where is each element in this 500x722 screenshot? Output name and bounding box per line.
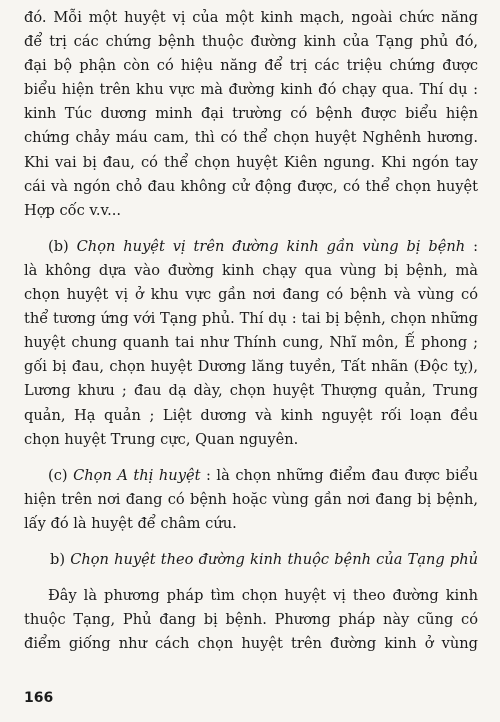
text-line: Hợp cốc v.v... — [24, 201, 121, 219]
text-line: thuộc Tạng, Phủ đang bị bệnh. Phương pháp này cũng có — [24, 611, 478, 629]
paragraph-5 — [24, 584, 478, 656]
text-line: để trị các chứng bệnh thuộc đường kinh của Tạng phủ đó, — [24, 33, 478, 51]
paragraph-1 — [24, 6, 478, 223]
text-line: cái và ngón chỏ đau không cử động được, có thể chọn huyệt — [24, 177, 478, 195]
section-heading-line — [24, 548, 478, 572]
heading-prefix: (c) — [48, 466, 74, 484]
text-line: Lương khưu ; đau dạ dày, chọn huyệt Thượng quản, Trung — [24, 382, 478, 400]
section-heading-b — [24, 548, 478, 572]
text-line: kinh Túc dương minh đại trường có bệnh được biểu hiện — [24, 105, 478, 123]
heading-title: Chọn huyệt theo đường kinh thuộc bệnh của Tạng phủ — [70, 550, 478, 568]
text-line: Đây là phương pháp tìm chọn huyệt vị theo đường kinh — [48, 587, 478, 605]
text-line: chọn huyệt vị ở khu vực gần nơi đang có bệnh và vùng có — [24, 286, 478, 304]
heading-tail: : — [465, 237, 478, 255]
heading-title: Chọn A thị huyệt — [73, 466, 201, 484]
text-line: chứng chảy máu cam, thì có thể chọn huyệt Nghênh hương. — [24, 129, 478, 147]
heading-prefix: (b) — [48, 237, 77, 255]
text-line: huyệt chung quanh tai như Thính cung, Nhĩ môn, Ế phong ; — [24, 334, 478, 352]
text-line: đó. Mỗi một huyệt vị của một kinh mạch, ngoài chức năng — [24, 9, 478, 26]
text-line: Khi vai bị đau, có thể chọn huyệt Kiên ngung. Khi ngón tay — [24, 153, 478, 171]
text-line: thể tương ứng với Tạng phủ. Thí dụ : tai bị bệnh, chọn những — [24, 310, 478, 328]
section-heading-line — [24, 235, 478, 259]
text-line: lấy đó là huyệt để châm cứu. — [24, 514, 237, 532]
heading-title: Chọn huyệt vị trên đường kinh gần vùng bị bệnh — [76, 237, 466, 255]
text-line: gối bị đau, chọn huyệt Dương lăng tuyền, Tất nhãn (Độc tỵ), — [24, 358, 478, 376]
heading-prefix: b) — [50, 550, 71, 568]
paragraph-b-nearby-points — [24, 235, 478, 452]
text-line: điểm giống như cách chọn huyệt trên đường kinh ở vùng — [24, 635, 478, 653]
text-line: hiện trên nơi đang có bệnh hoặc vùng gần nơi đang bị bệnh, — [24, 490, 478, 508]
text-line: biểu hiện trên khu vực mà đường kinh đó chạy qua. Thí dụ : — [24, 81, 478, 99]
text-line: chọn huyệt Trung cực, Quan nguyên. — [24, 430, 299, 448]
text-line: là không dựa vào đường kinh chạy qua vùng bị bệnh, mà — [24, 261, 478, 279]
heading-tail: : là chọn những điểm đau được biểu — [200, 466, 478, 484]
page-number: 166 — [24, 690, 54, 706]
section-heading-line — [24, 464, 478, 488]
paragraph-c-ashi-points — [24, 464, 478, 536]
text-line: quản, Hạ quản ; Liệt dương và kinh nguyệt rối loạn đều — [24, 406, 478, 424]
text-line: đại bộ phận còn có hiệu năng để trị các triệu chứng được — [24, 57, 478, 75]
